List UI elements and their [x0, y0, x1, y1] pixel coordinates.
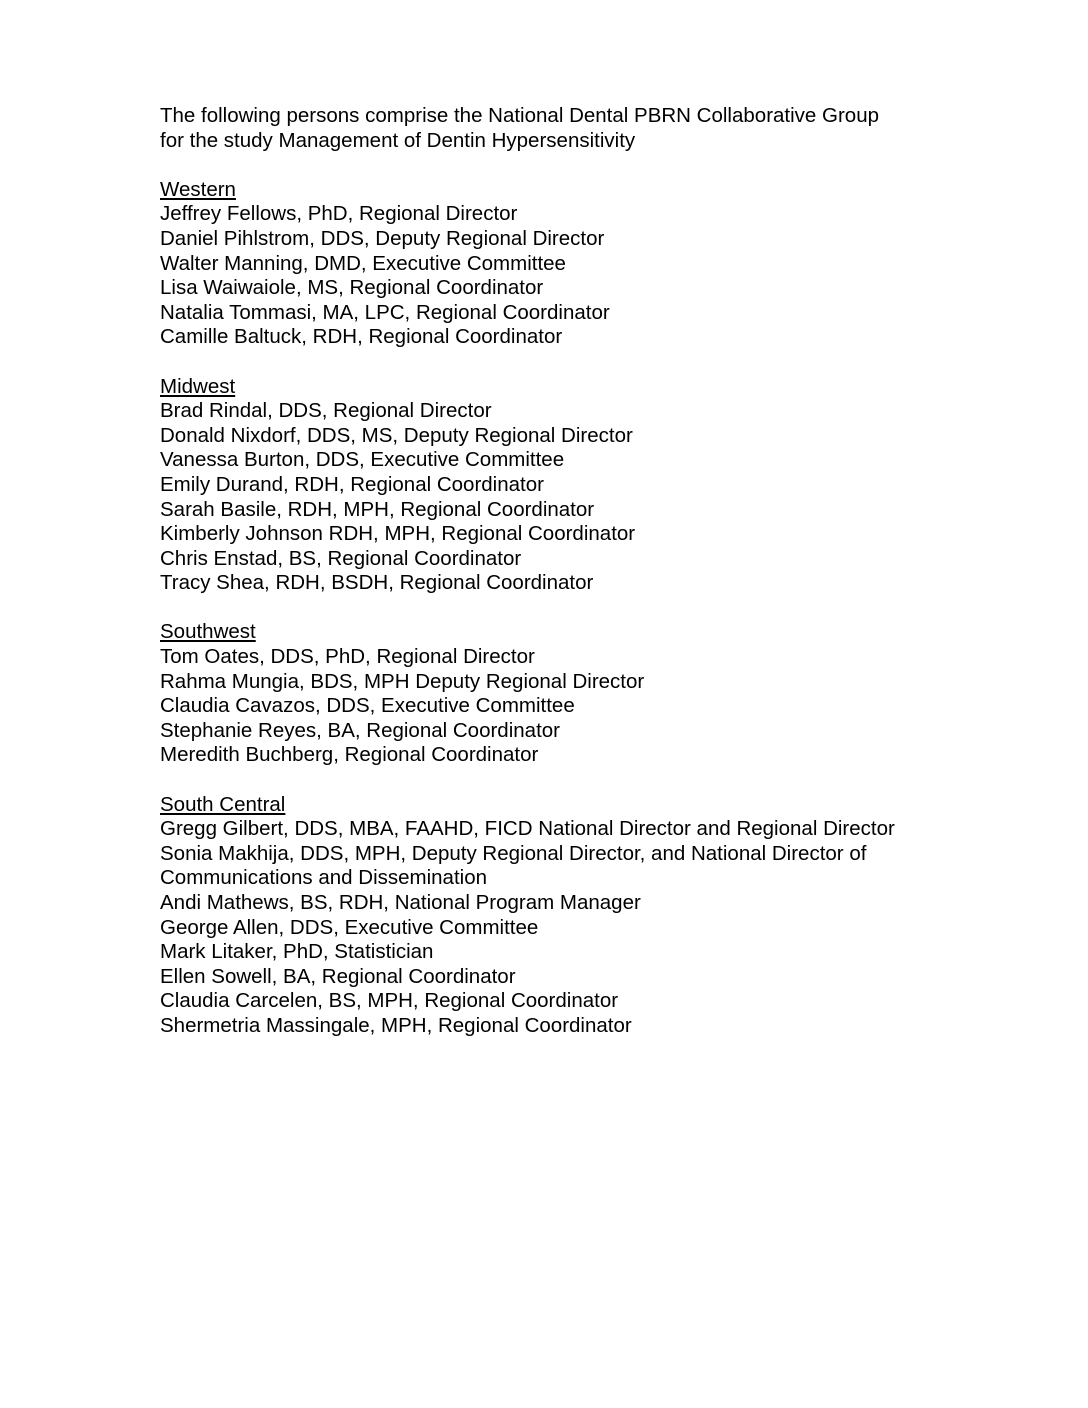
- section-heading: Southwest: [160, 620, 256, 644]
- intro-paragraph: [160, 104, 1060, 153]
- member-line: Meredith Buchberg, Regional Coordinator: [160, 743, 539, 767]
- intro-line: for the study Management of Dentin Hypersensitivity: [160, 128, 636, 152]
- member-line: Shermetria Massingale, MPH, Regional Coordinator: [160, 1013, 632, 1037]
- intro-line: The following persons comprise the National Dental PBRN Collaborative Group: [160, 104, 879, 127]
- member-line: Rahma Mungia, BDS, MPH Deputy Regional Director: [160, 669, 645, 693]
- member-line: Communications and Dissemination: [160, 866, 488, 890]
- section-midwest: [160, 375, 1060, 596]
- member-line: Sonia Makhija, DDS, MPH, Deputy Regional Director, and National Director of: [160, 841, 867, 865]
- section-heading: Midwest: [160, 374, 236, 398]
- member-line: Andi Mathews, BS, RDH, National Program Manager: [160, 891, 641, 914]
- section-south-central: [160, 793, 1060, 1039]
- member-line: Vanessa Burton, DDS, Executive Committee: [160, 448, 565, 472]
- document-page: [160, 104, 1060, 1063]
- member-line: George Allen, DDS, Executive Committee: [160, 915, 539, 939]
- member-line: Emily Durand, RDH, Regional Coordinator: [160, 472, 544, 496]
- member-line: Ellen Sowell, BA, Regional Coordinator: [160, 964, 516, 988]
- member-line: Tracy Shea, RDH, BSDH, Regional Coordinator: [160, 571, 594, 595]
- member-line: Chris Enstad, BS, Regional Coordinator: [160, 546, 522, 570]
- section-southwest: [160, 620, 1060, 768]
- member-line: Claudia Carcelen, BS, MPH, Regional Coordinator: [160, 989, 619, 1013]
- member-line: Gregg Gilbert, DDS, MBA, FAAHD, FICD National Director and Regional Director: [160, 817, 895, 841]
- member-line: Mark Litaker, PhD, Statistician: [160, 940, 434, 964]
- member-line: Camille Baltuck, RDH, Regional Coordinator: [160, 325, 563, 349]
- member-line: Natalia Tommasi, MA, LPC, Regional Coordinator: [160, 300, 610, 324]
- member-line: Walter Manning, DMD, Executive Committee: [160, 251, 566, 275]
- section-heading: Western: [160, 177, 236, 201]
- member-line: Donald Nixdorf, DDS, MS, Deputy Regional Director: [160, 423, 633, 447]
- member-line: Kimberly Johnson RDH, MPH, Regional Coordinator: [160, 522, 636, 546]
- section-heading: South Central: [160, 792, 286, 816]
- member-line: Claudia Cavazos, DDS, Executive Committee: [160, 694, 575, 718]
- member-line: Sarah Basile, RDH, MPH, Regional Coordinator: [160, 497, 595, 521]
- member-line: Jeffrey Fellows, PhD, Regional Director: [160, 202, 518, 226]
- member-line: Daniel Pihlstrom, DDS, Deputy Regional Director: [160, 226, 605, 250]
- member-line: Lisa Waiwaiole, MS, Regional Coordinator: [160, 276, 544, 300]
- member-line: Tom Oates, DDS, PhD, Regional Director: [160, 645, 535, 669]
- section-western: [160, 178, 1060, 350]
- member-line: Brad Rindal, DDS, Regional Director: [160, 399, 492, 423]
- member-line: Stephanie Reyes, BA, Regional Coordinator: [160, 718, 560, 742]
